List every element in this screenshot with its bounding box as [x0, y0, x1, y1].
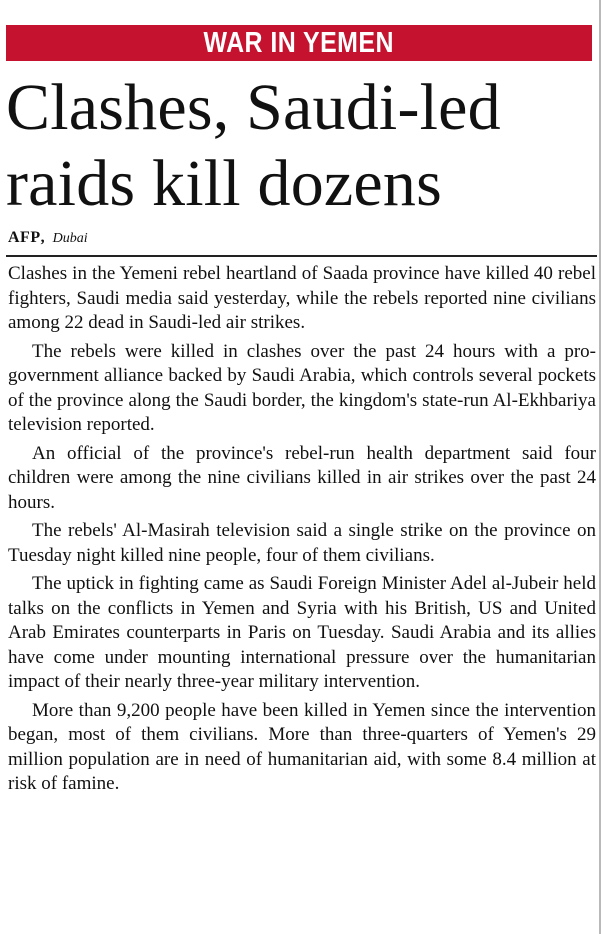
- headline-line-1: Clashes, Saudi-led: [6, 71, 501, 144]
- article-paragraph-4: The rebels' Al-Masirah television said a single strike on the province on Tuesday night killed nine people, four of them civilians.: [8, 520, 596, 566]
- headline-line-2: raids kill dozens: [6, 147, 442, 220]
- section-banner: [6, 25, 592, 61]
- byline-agency: AFP: [8, 229, 41, 246]
- byline: [8, 229, 88, 247]
- article-paragraph-6: More than 9,200 people have been killed in Yemen since the intervention began, most of them civilians. More than three-quarters of Yemen's 29 million population are in need of humanitarian aid, with some 8.4 million at risk of famine.: [8, 699, 596, 794]
- article-body: [8, 262, 596, 801]
- article-paragraph-2: The rebels were killed in clashes over the past 24 hours with a pro-government alliance backed by Saudi Arabia, which controls several pockets of the province along the Saudi border, the kingdom's state-run Al-Ekhbariya television reported.: [8, 340, 596, 435]
- article-paragraph-5: The uptick in fighting came as Saudi Foreign Minister Adel al-Jubeir held talks on the conflicts in Yemen and Syria with his British, US and United Arab Emirates counterparts in Paris on Tuesday. Saudi Arabia and its allies have come under mounting international pressure over the humanitarian impact of their nearly three-year military intervention.: [8, 573, 596, 692]
- section-label: WAR IN YEMEN: [203, 27, 395, 59]
- byline-divider: [6, 255, 597, 257]
- headline: [6, 70, 596, 222]
- byline-location: Dubai: [52, 231, 88, 246]
- byline-separator: ,: [40, 229, 45, 246]
- column-rule: [599, 0, 601, 934]
- article-paragraph-1: Clashes in the Yemeni rebel heartland of Saada province have killed 40 rebel fighters, Saudi media said yesterday, while the rebels reported nine civilians among 22 dead in Saudi-led air strikes.: [8, 263, 596, 333]
- article-paragraph-3: An official of the province's rebel-run health department said four children were among the nine civilians killed in air strikes over the past 24 hours.: [8, 442, 596, 513]
